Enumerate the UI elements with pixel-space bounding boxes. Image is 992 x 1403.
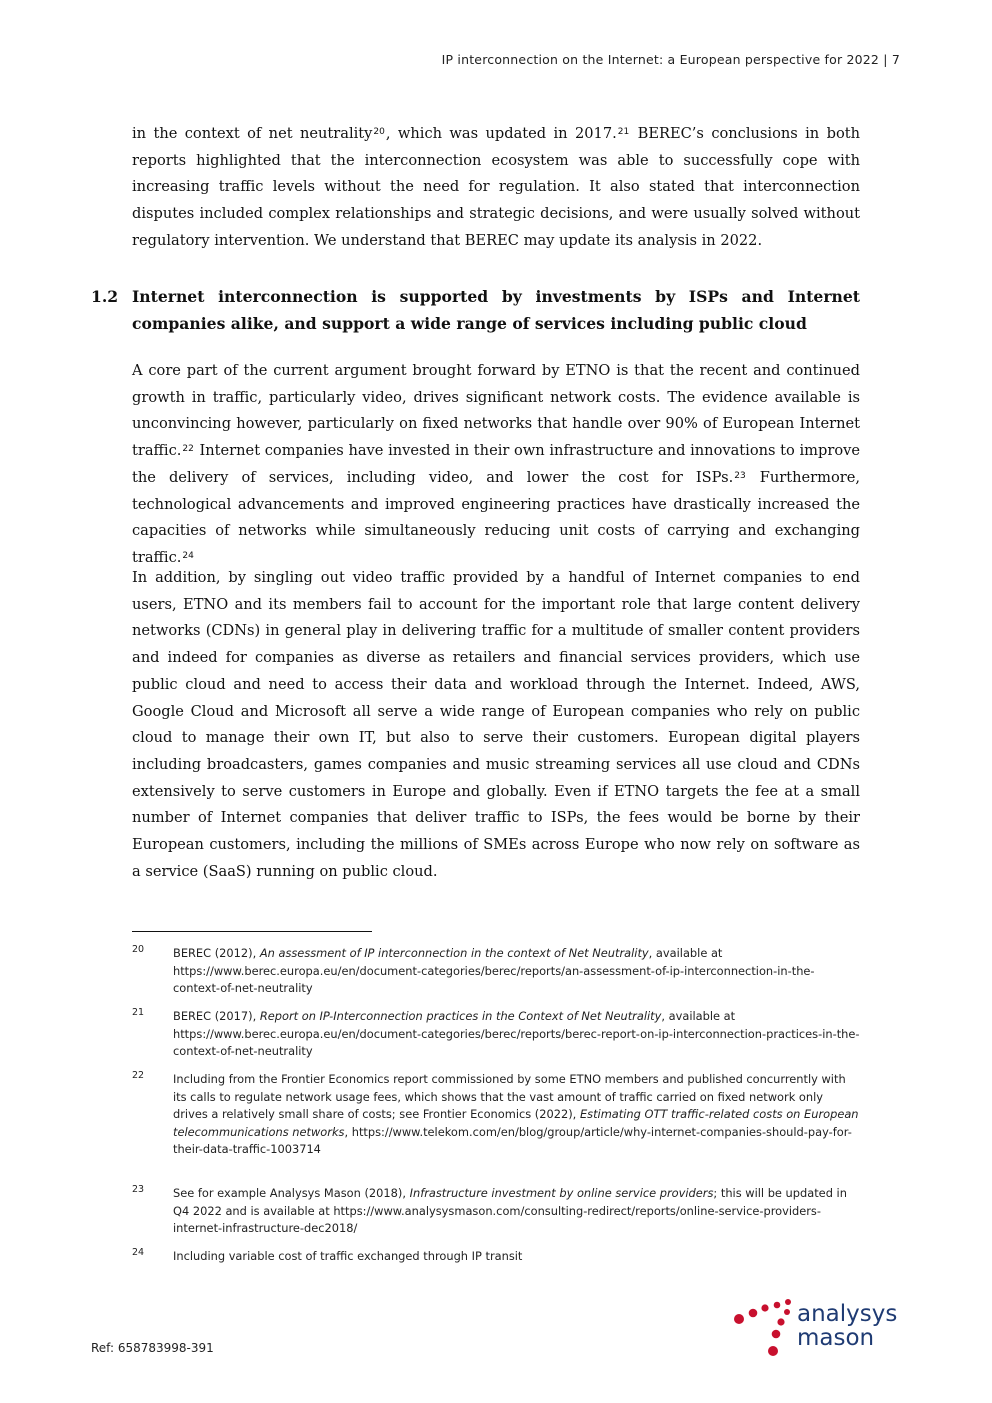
footnote-title: An assessment of IP interconnection in the context of Net Neutrality (259, 946, 649, 960)
para1-text-a: in the context of net neutrality (132, 125, 373, 142)
para1-text-c: BEREC’s conclusions in both reports highlighted that the interconnection ecosystem was able to successfully cope with increasing traffic levels without the need for regulation. It also stated that interconnection disputes included complex relationships and strategic decisions, and were usually solved without regulatory intervention. We understand that BEREC may update its analysis in 2022. (132, 125, 860, 249)
footnote-ref-21[interactable]: 21 (617, 127, 630, 137)
footnote-link[interactable]: , available at https://www.berec.europa.eu/en/document-categories/berec/reports/berec-report-on-ip-interconnection-practices-in-the-context-of-net-neutrality (173, 1009, 860, 1059)
footnote-text (173, 1008, 860, 1061)
footnote-20 (132, 945, 860, 998)
footnote-ref-20[interactable]: 20 (373, 127, 385, 137)
footnote-ref-22[interactable]: 22 (182, 444, 194, 455)
analysys-mason-logo (733, 1298, 918, 1362)
footnote-title: Estimating OTT traffic-related costs on European telecommunications networks (173, 1107, 859, 1139)
footnote-title: Report on IP-Interconnection practices in the Context of Net Neutrality (259, 1009, 662, 1023)
footnote-text (173, 1185, 860, 1238)
footnote-separator (132, 931, 372, 932)
footnote-24 (132, 1248, 860, 1266)
section-title: Internet interconnection is supported by investments by ISPs and Internet companies alike, and support a wide range of services including public cloud (132, 287, 860, 333)
footnote-number: 22 (132, 1070, 145, 1081)
para2-text-c: Furthermore, technological advancements and improved engineering practices have drastically increased the capacities of networks while simultaneously reducing unit costs of carrying and exchanging traffic. (132, 468, 860, 566)
footnote-pre: Including variable cost of traffic exchanged through IP transit (173, 1249, 523, 1263)
footnote-number: 21 (132, 1007, 145, 1018)
running-header: IP interconnection on the Internet: a European perspective for 2022 | 7 (441, 52, 900, 67)
para3-text: In addition, by singling out video traffic provided by a handful of Internet companies to end users, ETNO and its members fail to account for the important role that large content delivery networks (CDNs) in general play in delivering traffic for a multitude of smaller content providers and indeed for companies as diverse as retailers and financial services providers, which use public cloud and need to access their data and workload through the Internet. Indeed, AWS, Google Cloud and Microsoft all serve a wide range of European companies who rely on public cloud to manage their own IT, but also to serve their customers. European digital players including broadcasters, games companies and music streaming services all use cloud and CDNs extensively to serve customers in Europe and globally. Even if ETNO targets the fee at a small number of Internet companies that deliver traffic to ISPs, the fees would be borne by their European customers, including the millions of SMEs across Europe who now rely on software as a service (SaaS) running on public cloud. (132, 569, 860, 880)
footnote-number: 24 (132, 1247, 145, 1258)
logo-wordmark (797, 1302, 897, 1350)
footnote-pre: BEREC (2012), (173, 946, 260, 960)
footnote-link[interactable]: ; this will be updated in Q4 2022 and is available at https://www.analysysmason.com/consulting-redirect/reports/online-service-providers-internet-infrastructure-dec2018/ (173, 1186, 847, 1236)
para2-text-b: Internet companies have invested in their own infrastructure and innovations to improve the delivery of services, including video, and lower the cost for ISPs. (132, 442, 860, 486)
document-reference: Ref: 658783998-391 (91, 1341, 214, 1355)
paragraph-traffic-costs (132, 358, 860, 572)
footnote-22 (132, 1071, 860, 1159)
footnote-number: 23 (132, 1184, 145, 1195)
para2-text-a: A core part of the current argument brought forward by ETNO is that the recent and continued growth in traffic, particularly video, drives significant network costs. The evidence available is unconvincing however, particularly on fixed networks that handle over 90% of European Internet traffic. (132, 362, 860, 460)
footnote-ref-23[interactable]: 23 (734, 470, 746, 481)
footnote-link[interactable]: , https://www.telekom.com/en/blog/group/article/why-internet-companies-should-pay-for-their-data-traffic-1003714 (173, 1124, 852, 1157)
footnote-title: Infrastructure investment by online service providers (409, 1186, 714, 1200)
footnote-23 (132, 1185, 860, 1238)
section-heading (91, 284, 860, 337)
footnote-pre: Including from the Frontier Economics report commissioned by some ETNO members and published concurrently with its calls to regulate network usage fees, which shows that the vast amount of traffic carried on fixed network only drives a relatively small share of costs; see Frontier Economics (2022), (173, 1072, 846, 1122)
footnote-pre: See for example Analysys Mason (2018), (173, 1186, 410, 1200)
footnote-pre: BEREC (2017), (173, 1009, 260, 1023)
para1-text-b: , which was updated in 2017. (385, 125, 617, 142)
paragraph-net-neutrality (132, 121, 860, 255)
footnote-ref-24[interactable]: 24 (182, 550, 194, 561)
paragraph-cdn-cloud (132, 565, 860, 885)
logo-dots-icon (733, 1298, 797, 1362)
footnote-text (173, 945, 860, 998)
footnote-number: 20 (132, 944, 145, 955)
logo-line-analysys: analysys (797, 1301, 898, 1327)
section-number: 1.2 (91, 287, 119, 306)
footnote-text (173, 1248, 860, 1266)
logo-line-mason: mason (797, 1325, 875, 1351)
footnote-text (173, 1071, 860, 1159)
footnote-21 (132, 1008, 860, 1061)
footnote-link[interactable]: , available at https://www.berec.europa.eu/en/document-categories/berec/reports/an-assessment-of-ip-interconnection-in-the-context-of-net-neutrality (173, 946, 815, 996)
